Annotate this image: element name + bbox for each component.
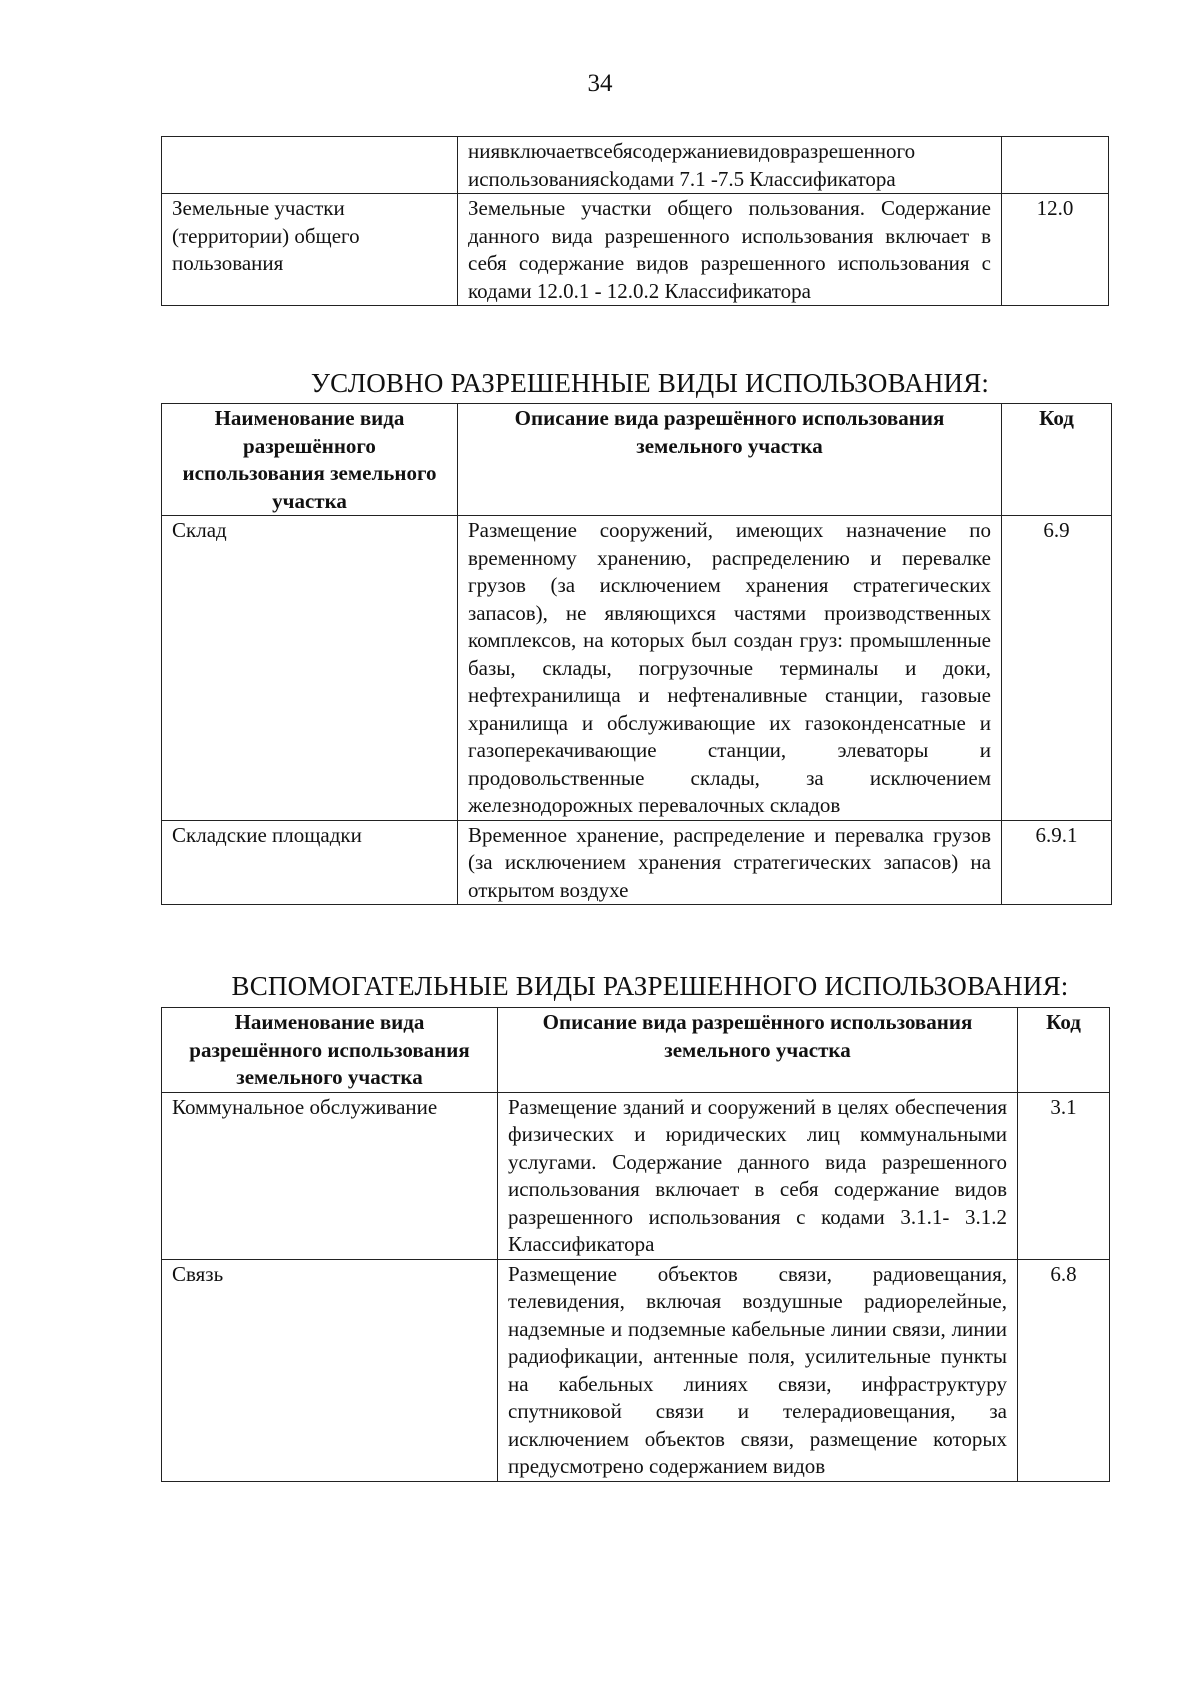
use-description-cell: Размещение сооружений, имеющих назначение по временному хранению, распределению и перевалке грузов (за исключением хранения стратегических запасов), не являющихся частями производственных комплексов, на которых был создан груз: промышленные базы, склады, погрузочные терминалы и доки, нефтехранилища и нефтеналивные станции, газовые хранилища и обслуживающие их газоконденсатные и газоперекачивающие станции, элеваторы и продовольственные склады, за исключением железнодорожных перевалочных складов xyxy=(458,516,1002,821)
use-code-cell: 12.0 xyxy=(1002,194,1109,306)
use-name-cell: Земельные участки (территории) общего пользования xyxy=(162,194,458,306)
table-main-uses-continued xyxy=(161,136,1109,306)
use-code-cell: 3.1 xyxy=(1018,1092,1110,1259)
column-header-description: Описание вида разрешённого использования земельного участка xyxy=(458,404,1002,516)
table-header-row xyxy=(162,404,1112,516)
column-header-code: Код xyxy=(1002,404,1112,516)
use-name-cell: Склад xyxy=(162,516,458,821)
table-header-row xyxy=(162,1008,1110,1093)
use-code-cell: 6.9.1 xyxy=(1002,820,1112,905)
column-header-name: Наименование вида разрешённого использования земельного участка xyxy=(162,404,458,516)
use-description-cell: Временное хранение, распределение и перевалка грузов (за исключением хранения стратегических запасов) на открытом воздухе xyxy=(458,820,1002,905)
use-code-cell: 6.9 xyxy=(1002,516,1112,821)
table-auxiliary-uses xyxy=(161,1007,1110,1482)
use-name-cell: Связь xyxy=(162,1259,498,1481)
table-row xyxy=(162,516,1112,821)
section-title-auxiliary-uses: ВСПОМОГАТЕЛЬНЫЕ ВИДЫ РАЗРЕШЕННОГО ИСПОЛЬЗОВАНИЯ: xyxy=(231,971,1069,1001)
use-code-cell: 6.8 xyxy=(1018,1259,1110,1481)
use-description-cell: ниявключаетвсебясодержаниевидовразрешенного использованиясkодами 7.1 -7.5 Классификатора xyxy=(458,137,1002,194)
section-title-conditional-uses: УСЛОВНО РАЗРЕШЕННЫЕ ВИДЫ ИСПОЛЬЗОВАНИЯ: xyxy=(310,368,990,398)
table-row xyxy=(162,137,1109,194)
column-header-code: Код xyxy=(1018,1008,1110,1093)
use-name-cell: Складские площадки xyxy=(162,820,458,905)
use-description-cell: Размещение зданий и сооружений в целях обеспечения физических и юридических лиц коммунальными услугами. Содержание данного вида разрешенного использования включает в себя содержание видов разрешенного использования с кодами 3.1.1- 3.1.2 Классификатора xyxy=(498,1092,1018,1259)
column-header-description: Описание вида разрешённого использования земельного участка xyxy=(498,1008,1018,1093)
table-row xyxy=(162,820,1112,905)
column-header-name: Наименование вида разрешённого использования земельного участка xyxy=(162,1008,498,1093)
table-conditional-uses xyxy=(161,403,1112,905)
use-description-cell: Размещение объектов связи, радиовещания, телевидения, включая воздушные радиорелейные, надземные и подземные кабельные линии связи, линии радиофикации, антенные поля, усилительные пункты на кабельных линиях связи, инфраструктуру спутниковой связи и телерадиовещания, за исключением объектов связи, размещение которых предусмотрено содержанием видов xyxy=(498,1259,1018,1481)
page-number: 34 xyxy=(587,70,613,97)
table-row xyxy=(162,1259,1110,1481)
use-code-cell xyxy=(1002,137,1109,194)
table-row xyxy=(162,194,1109,306)
use-description-cell: Земельные участки общего пользования. Содержание данного вида разрешенного использования включает в себя содержание видов разрешенного использования с кодами 12.0.1 - 12.0.2 Классификатора xyxy=(458,194,1002,306)
use-name-cell xyxy=(162,137,458,194)
use-name-cell: Коммунальное обслуживание xyxy=(162,1092,498,1259)
table-row xyxy=(162,1092,1110,1259)
